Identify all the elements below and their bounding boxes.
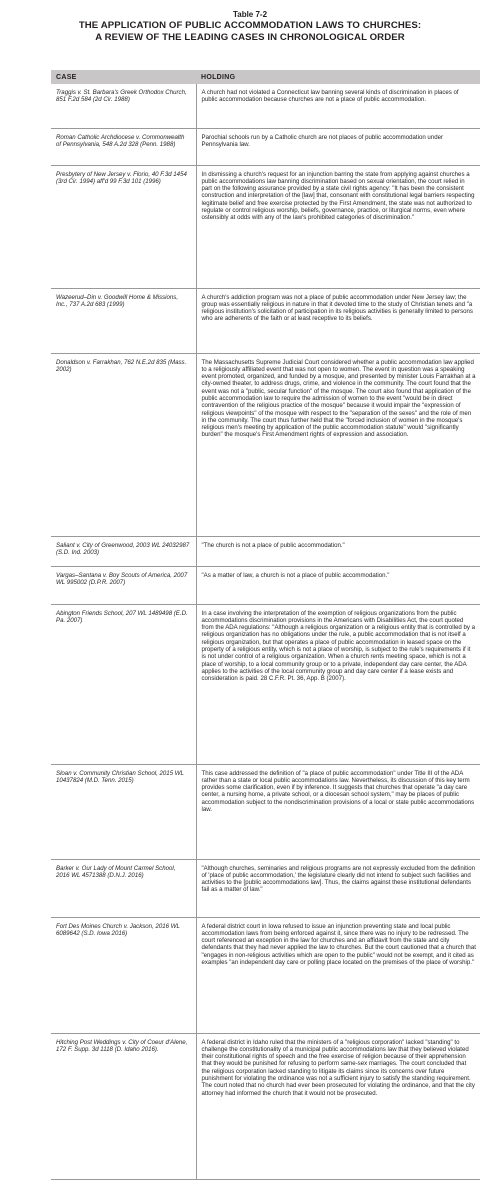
table-row — [51, 288, 480, 353]
case-cell: Sloan v. Community Christian School, 2015 WL 10437824 (M.D. Tenn. 2015) — [51, 764, 196, 859]
holding-cell: "Although churches, seminaries and religious programs are not expressly excluded from the definition of 'place of public accommodation,' the legislature clearly did not intend to subject such facilities and activities to the [public accommodations law]. Thus, the claims against these institutional defendants fail as a matter of law." — [196, 859, 480, 917]
case-cell: Saliant v. City of Greenwood, 2003 WL 24032987 (S.D. Ind. 2003) — [51, 536, 196, 566]
table-row — [51, 353, 480, 536]
holding-cell: In dismissing a church's request for an injunction barring the state from applying against churches a public accommodations law banning discrimination based on sexual orientation, the court relied in part on the following assurance provided by a state civil rights agency: "It has been the consistent construction and interpretation of the [law] that, consonant with constitutional legal barriers respecting legitimate belief and free exercise protected by the First Amendment, the state was not authorized to regulate or control religious worship, beliefs, governance, practice, or liturgical norms, even where ostensibly at odds with any of the law's prohibited categories of discrimination." — [196, 165, 480, 288]
table-title-line-2: A REVIEW OF THE LEADING CASES IN CHRONOLOGICAL ORDER — [95, 31, 405, 43]
case-cell: Wazeerud–Din v. Goodwill Home & Missions, Inc., 737 A.2d 683 (1999) — [51, 288, 196, 353]
holding-cell: The Massachusetts Supreme Judicial Court considered whether a public accommodation law applied to a religiously affiliated event that was not open to women. The event in question was a speaking event promoted, organized, and funded by a mosque, and presented by minister Louis Farrakhan at a city-owned theater, to address drugs, crime, and violence in the community. The court found that the event was not a "public, secular function" of the mosque. The court also found that application of the public accommodation law to require the admission of women to the event "would be in direct contravention of the religious practice of the mosque" because it would impair the "expression of religious viewpoints" of the mosque with respect to the "separation of the sexes" and the role of men in the community. The court thus further held that the "forced inclusion of women in the mosque's religious men's meeting by application of the public accommodation statute" would "significantly burden" the mosque's First Amendment rights of expression and association. — [196, 353, 480, 536]
case-cell: Abington Friends School, 207 WL 1489498 (E.D. Pa. 2007) — [51, 604, 196, 764]
table-row — [51, 536, 480, 566]
table-label: Table 7-2 — [232, 10, 268, 19]
table-row — [51, 128, 480, 165]
holding-cell: A church had not violated a Connecticut law banning several kinds of discrimination in places of public accommodation because churches are not a place of public accommodation. — [196, 84, 480, 128]
case-cell: Donaldson v. Farrakhan, 762 N.E.2d 835 (Mass. 2002) — [51, 353, 196, 536]
case-cell: Vargas–Santana v. Boy Scouts of America, 2007 WL 995002 (D.P.R. 2007) — [51, 566, 196, 604]
table-row — [51, 764, 480, 859]
holding-cell: "The church is not a place of public accommodation." — [196, 536, 480, 566]
table-row — [51, 859, 480, 917]
case-cell: Barker v. Our Lady of Mount Carmel School, 2016 WL 4571388 (D.N.J. 2016) — [51, 859, 196, 917]
case-column-header: CASE — [51, 70, 196, 84]
case-cell: Traggis v. St. Barbara's Greek Orthodox Church, 851 F.2d 584 (2d Cir. 1988) — [51, 84, 196, 128]
cases-table — [51, 70, 480, 1180]
holding-cell: A church's addiction program was not a place of public accommodation under New Jersey law; the group was essentially religious in nature in that it devoted time to the study of Christian tenets and "a religious institution's solicitation of participation in its religious activities is generally limited to persons who are adherents of the faith or at least receptive to its beliefs. — [196, 288, 480, 353]
case-cell: Hitching Post Weddings v. City of Coeur d'Alene, 172 F. Supp. 3d 1118 (D. Idaho 2016). — [51, 1033, 196, 1179]
table-row — [51, 604, 480, 764]
holding-cell: Parochial schools run by a Catholic church are not places of public accommodation under Pennsylvania law. — [196, 128, 480, 165]
holding-cell: A federal district in Idaho ruled that the ministers of a "religious corporation" lacked "standing" to challenge the constitutionality of a municipal public accommodations law that they believed violated their constitutional rights of speech and the free exercise of religion because of their apprehension that they would be punished for refusing to perform same-sex marriages. The court concluded that the religious corporation lacked standing to litigate its claims since its concerns over future punishment for violating the ordinance was not a sufficient injury to satisfy the standing requirement. The court noted that no church had ever been prosecuted for violating the ordinance, and that the city attorney had informed the church that it would not be prosecuted. — [196, 1033, 480, 1179]
table-header-row — [51, 70, 480, 84]
table-row — [51, 917, 480, 1033]
holding-cell: In a case involving the interpretation of the exemption of religious organizations from the public accommodations discrimination provisions in the Americans with Disabilities Act, the court quoted from the ADA regulations: "Although a religious organization or a religious entity that is controlled by a religious organization has no obligations under the rule, a public accommodation that is not itself a religious organization, but that operates a place of public accommodation in leased space on the property of a religious entity, which is not a place of worship, is subject to the rule's requirements if it is not under control of a religious organization. When a church rents meeting space, which is not a place of worship, to a local community group or to a private, independent day care center, the ADA applies to the activities of the local community group and day care center if a lease exists and consideration is paid. 28 C.F.R. Pt. 36, App. B (2007). — [196, 604, 480, 764]
table-row — [51, 566, 480, 604]
table-row — [51, 84, 480, 128]
case-cell: Roman Catholic Archdiocese v. Commonwealth of Pennsylvania, 548 A.2d 328 (Penn. 1988) — [51, 128, 196, 165]
holding-cell: This case addressed the definition of "a place of public accommodation" under Title III of the ADA rather than a state or local public accommodations law. Nevertheless, its discussion of this key term provides some clarification, even if by inference. It suggests that churches that operate "a day care center, a nursing home, a private school, or a diocesan school system," may be places of public accommodation subject to the nondiscrimination provisions of a local or state public accommodations law. — [196, 764, 480, 859]
holding-cell: A federal district court in Iowa refused to issue an injunction preventing state and local public accommodation laws from being enforced against it, since there was no injury to be redressed. The court referenced an exception in the law for churches and an affidavit from the state and city defendants that they had never applied the law to churches. But the court cautioned that a church that "engages in non-religious activities which are open to the public" would not be exempt, and it cited as examples "an independent day care or polling place located on the premises of the place of worship." — [196, 917, 480, 1033]
table-row — [51, 1033, 480, 1179]
case-cell: Fort Des Moines Church v. Jackson, 2016 WL 6089642 (S.D. Iowa 2016) — [51, 917, 196, 1033]
holding-cell: "As a matter of law, a church is not a place of public accommodation." — [196, 566, 480, 604]
table-row — [51, 165, 480, 288]
table-header — [0, 0, 500, 43]
case-cell: Presbytery of New Jersey v. Florio, 40 F.3d 1454 (3rd Cir. 1994) aff'd 99 F.3d 101 (1996) — [51, 165, 196, 288]
table-title-line-1: THE APPLICATION OF PUBLIC ACCOMMODATION LAWS TO CHURCHES: — [78, 20, 422, 31]
holding-column-header: HOLDING — [196, 70, 480, 84]
